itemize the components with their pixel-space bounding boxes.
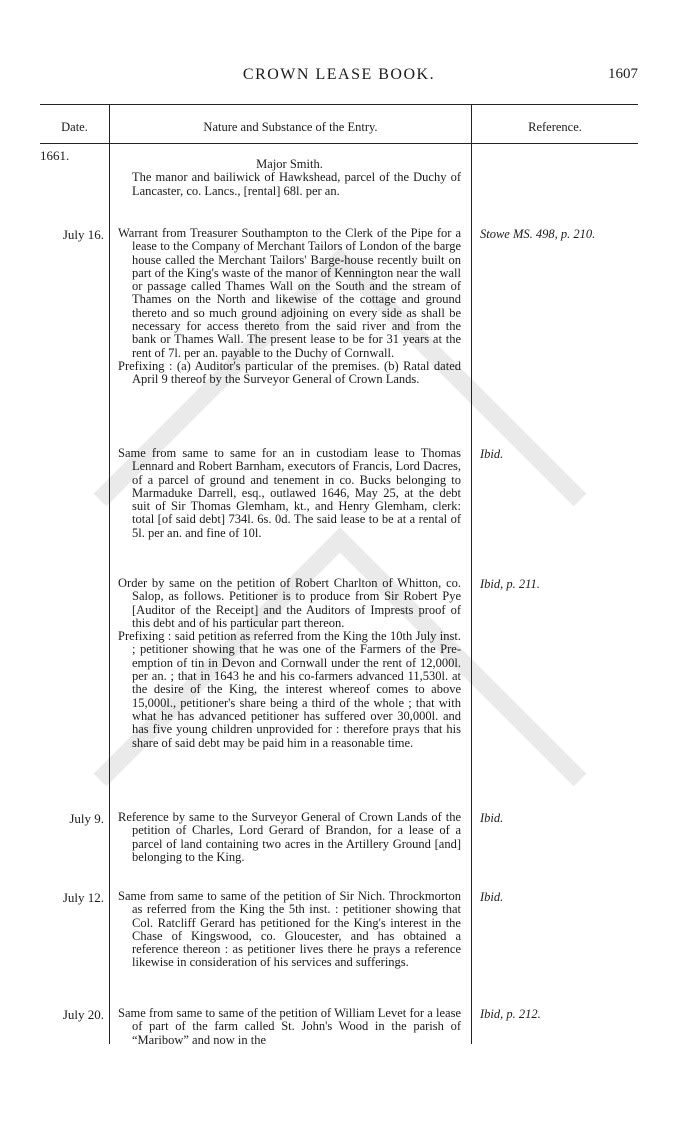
column-header-date: Date.: [61, 120, 88, 134]
entry-date: July 20.: [62, 1007, 104, 1022]
column-header-reference: Reference.: [528, 120, 582, 134]
entry-reference: Ibid.: [480, 447, 504, 461]
entry-heading: Major Smith.: [256, 157, 323, 171]
entry-body: Reference by same to the Surveyor General of Crown Lands of the petition of Charles, Lord Gerard of Brandon, for a lease of a parcel of land containing two acres in the Artillery Ground [and] belonging to the King.: [118, 810, 461, 864]
entry-reference: Ibid.: [480, 811, 504, 825]
entry-text: [118, 890, 461, 970]
table-top-rule: [40, 104, 638, 105]
entry-body: Same from same to same of the petition of William Levet for a lease of part of the farm called St. John's Wood in the parish of “Maribow” and now in the: [118, 1006, 461, 1047]
entry-body: The manor and bailiwick of Hawkshead, parcel of the Duchy of Lancaster, co. Lancs., [rental] 68l. per an.: [132, 170, 461, 198]
entry-reference: Stowe MS. 498, p. 210.: [480, 227, 596, 241]
entry-text: [118, 227, 461, 387]
entry-reference: Ibid.: [480, 890, 504, 904]
entry-date: 1661.: [40, 148, 70, 163]
entry-date: July 12.: [62, 890, 104, 905]
page-header: [40, 66, 638, 90]
entry-date: July 9.: [69, 811, 104, 826]
entry-body: Same from same to same for an in custodiam lease to Thomas Lennard and Robert Barnham, executors of Francis, Lord Dacres, of a parcel of ground and tenement in co. Bucks belonging to Marmaduke Darrell, esq., outlawed 1646, May 25, at the debt suit of Sir Thomas Glemham, kt., and Henry Glemham, clerk: total [of said debt] 734l. 6s. 0d. The said lease to be at a rental of 5l. per an. and fine of 10l.: [118, 446, 461, 540]
entry-reference: Ibid, p. 211.: [480, 577, 540, 591]
entry-body: Same from same to same of the petition of Sir Nich. Throckmorton as referred from the King the 5th inst. : petitioner showing that Col. Ratcliff Gerard has petitioned for the King's interest in the Chase of Kingswood, co. Gloucester, and has obtained a reference thereon : as petitioner lives there he prays a reference likewise in consideration of his services and sufferings.: [118, 889, 461, 970]
entry-body: Order by same on the petition of Robert Charlton of Whitton, co. Salop, as follows. Petitioner is to produce from Sir Robert Pye [Auditor of the Receipt] and the Auditors of Imprests proof of this debt and of his particular part thereon.: [118, 576, 461, 630]
page-number: 1607: [608, 66, 638, 82]
entry-text: [118, 577, 461, 750]
entry-text: [118, 447, 461, 540]
column-header-nature: Nature and Substance of the Entry.: [203, 120, 378, 134]
entry-prefixing: Prefixing : (a) Auditor's particular of the premises. (b) Ratal dated April 9 thereof by the Surveyor General of Crown Lands.: [118, 358, 461, 387]
entry-body: Warrant from Treasurer Southampton to the Clerk of the Pipe for a lease to the Company of Merchant Tailors of London of the barge house called the Merchant Tailors' Barge-house recently built on part of the King's waste of the manor of Kennington near the wall or passage called Thames Wall on the South and the stream of Thames on the North and likewise of the cottage and ground thereto and so much ground adjoining on every side as shall be necessary for access thereto from the said river and from the bank or Thames Wall. The present lease to be for 31 years at the rent of 7l. per an. payable to the Duchy of Cornwall.: [118, 226, 461, 360]
entry-text: [118, 158, 461, 198]
entry-prefixing: Prefixing : said petition as referred from the King the 10th July inst. ; petitioner showing that he was one of the Farmers of the Pre-emption of tin in Devon and Cornwall under the rent of 12,000l. per an. ; that in 1643 he and his co-farmers advanced 11,530l. at the desire of the King, the interest whereof comes to above 15,000l., petitioner's share being a third of the whole ; that with what he has advanced petitioner has suffered over 30,000l. and has five young children unprovided for : therefore prays that his share of said debt may be paid him in a reasonable time.: [118, 629, 461, 750]
column-divider-date: [109, 104, 110, 1044]
entry-text: [118, 1007, 461, 1047]
column-divider-reference: [471, 104, 472, 1044]
entry-date: July 16.: [62, 227, 104, 242]
entry-text: [118, 811, 461, 864]
running-title: CROWN LEASE BOOK.: [242, 66, 436, 83]
table-header-rule: [40, 143, 638, 144]
entry-reference: Ibid, p. 212.: [480, 1007, 541, 1021]
